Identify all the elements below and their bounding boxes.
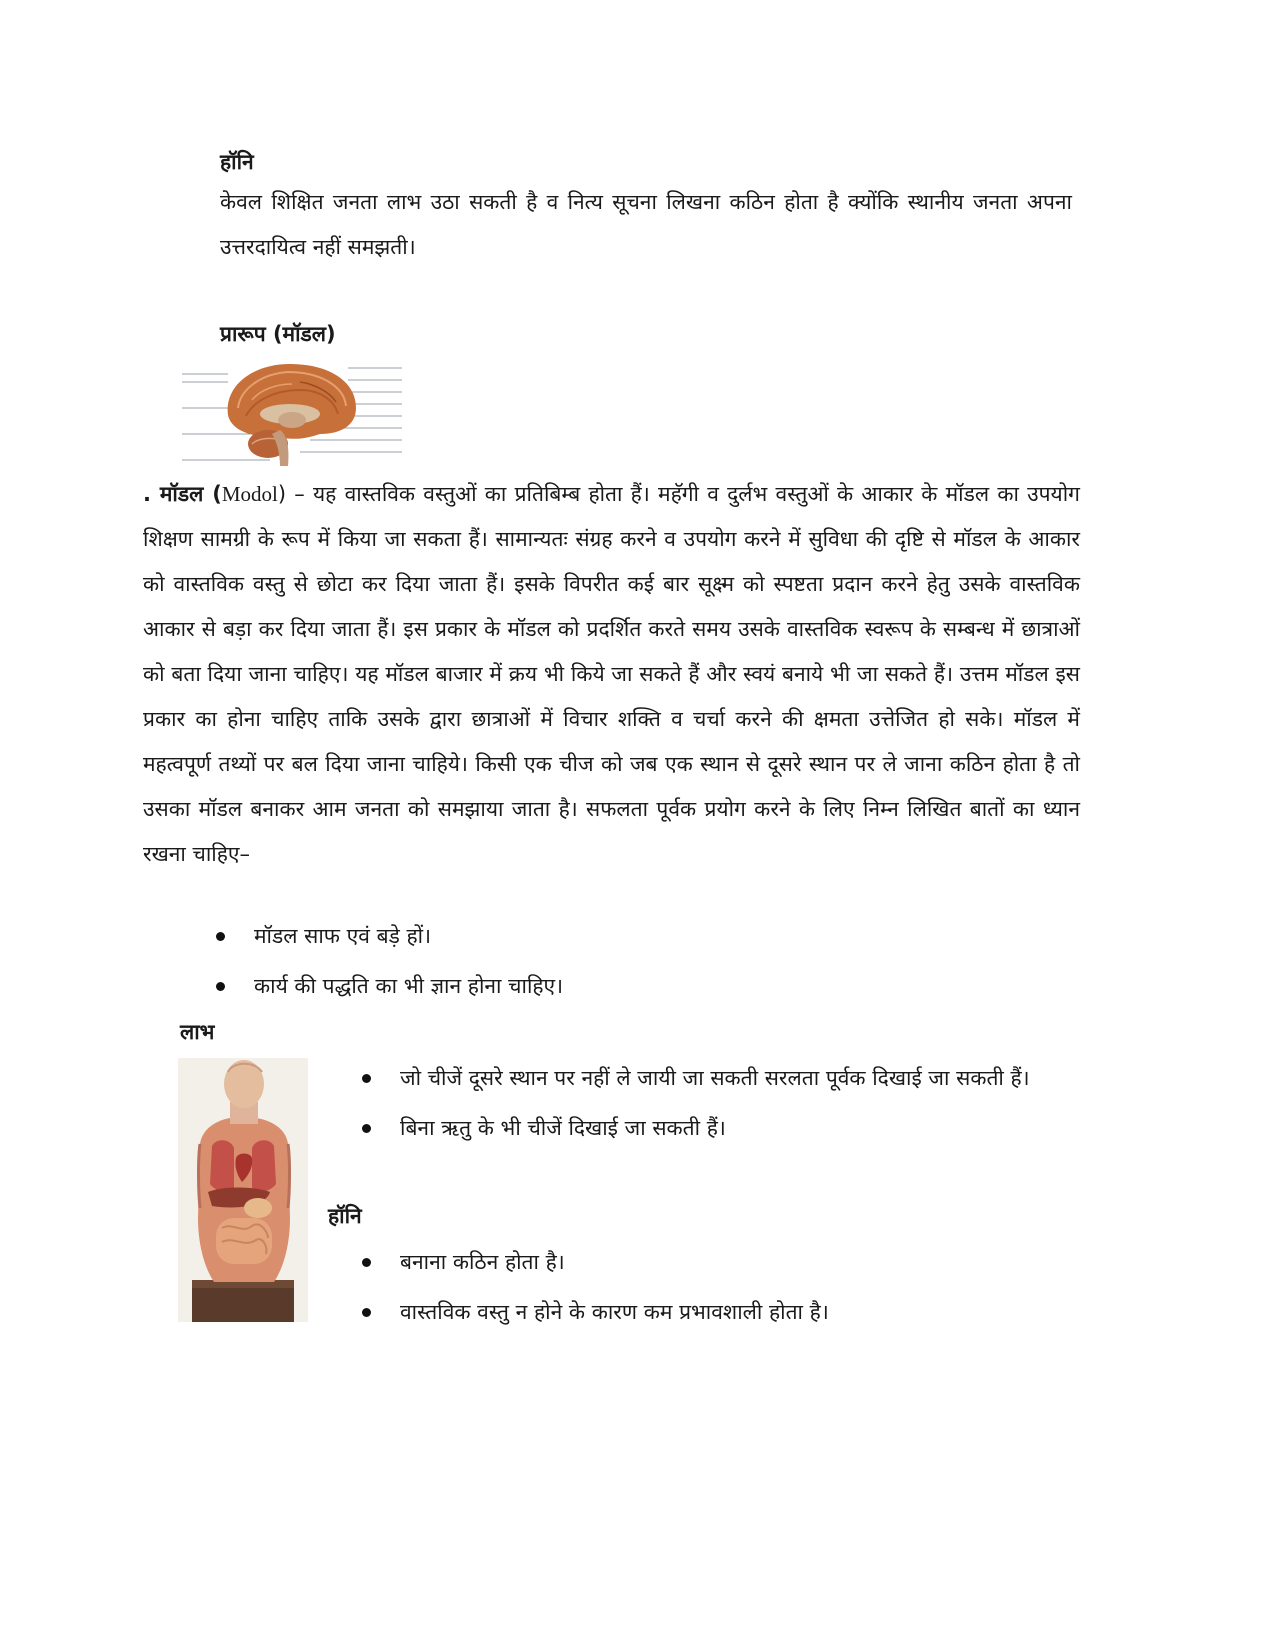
model-term-latin: Modol: [221, 482, 278, 506]
list-item: [362, 1240, 1052, 1285]
list-item: [216, 964, 1066, 1009]
torso-model-image: [178, 1058, 308, 1322]
list-item-text: मॉडल साफ एवं बड़े हों।: [254, 924, 432, 948]
model-points-list: [216, 914, 1066, 1014]
list-item-text: वास्तविक वस्तु न होने के कारण कम प्रभावशाली होता है।: [400, 1300, 829, 1324]
section-heading-drawbacks-2: हॉनि: [328, 1204, 362, 1228]
list-item-text: जो चीजें दूसरे स्थान पर नहीं ले जायी जा सकती सरलता पूर्वक दिखाई जा सकती हैं।: [400, 1066, 1030, 1090]
model-description-text: – यह वास्तविक वस्तुओं का प्रतिबिम्ब होता हैं। महॅगी व दुर्लभ वस्तुओं के आकार के मॉडल का उपयोग शिक्षण सामग्री के रूप में किया जा सकता हैं। सामान्यतः संग्रह करने व उपयोग करने में सुविधा की दृष्टि से मॉडल के आकार को वास्तविक वस्तु से छोटा कर दिया जाता हैं। इसके विपरीत कई बार सूक्ष्म को स्पष्टता प्रदान करने हेतु उसके वास्तविक आकार से बड़ा कर दिया जाता हैं। इस प्रकार के मॉडल को प्रदर्शित करते समय उसके वास्तविक स्वरूप के सम्बन्ध में छात्राओं को बता दिया जाना चाहिए। यह मॉडल बाजार में क्रय भी किये जा सकते हैं और स्वयं बनाये भी जा सकते हैं। उत्तम मॉडल इस प्रकार का होना चाहिए ताकि उसके द्वारा छात्राओं में विचार शक्ति व चर्चा करने की क्षमता उत्तेजित हो सके। मॉडल में महत्वपूर्ण तथ्यों पर बल दिया जाना चाहिये। किसी एक चीज को जब एक स्थान से दूसरे स्थान पर ले जाना कठिन होता है तो उसका मॉडल बनाकर आम जनता को समझाया जाता है। सफलता पूर्वक प्रयोग करने के लिए निम्न लिखित बातों का ध्यान रखना चाहिए–: [143, 482, 1081, 866]
bullet-icon: [216, 982, 225, 991]
section-heading-model: प्रारूप (मॉडल): [220, 322, 336, 346]
bullet-icon: [362, 1124, 371, 1133]
model-description-paragraph: [143, 472, 1080, 877]
bullet-icon: [216, 932, 225, 941]
list-item-text: बिना ऋतु के भी चीजें दिखाई जा सकती हैं।: [400, 1116, 726, 1140]
benefits-list: [362, 1056, 1052, 1156]
bullet-icon: [362, 1074, 371, 1083]
drawbacks-list: [362, 1240, 1052, 1340]
human-torso-icon: [178, 1058, 308, 1322]
list-item: [362, 1056, 1052, 1101]
brain-cross-section-icon: [180, 360, 406, 468]
paragraph-lead-marker: .: [143, 482, 160, 506]
list-item: [216, 914, 1066, 959]
list-item: [362, 1290, 1052, 1335]
bullet-icon: [362, 1258, 371, 1267]
model-term: मॉडल (: [159, 482, 222, 506]
list-item: [362, 1106, 1052, 1151]
brain-image: [180, 360, 406, 468]
section-heading-drawbacks: हॉनि: [220, 150, 254, 174]
drawbacks-paragraph: केवल शिक्षित जनता लाभ उठा सकती है व नित्य सूचना लिखना कठिन होता है क्योंकि स्थानीय जनता अपना उत्तरदायित्व नहीं समझती।: [220, 190, 1072, 259]
list-item-text: बनाना कठिन होता है।: [400, 1250, 565, 1274]
list-item-text: कार्य की पद्धति का भी ज्ञान होना चाहिए।: [254, 974, 564, 998]
model-term-close: ): [277, 482, 287, 506]
section-heading-benefits: लाभ: [180, 1020, 215, 1044]
bullet-icon: [362, 1308, 371, 1317]
